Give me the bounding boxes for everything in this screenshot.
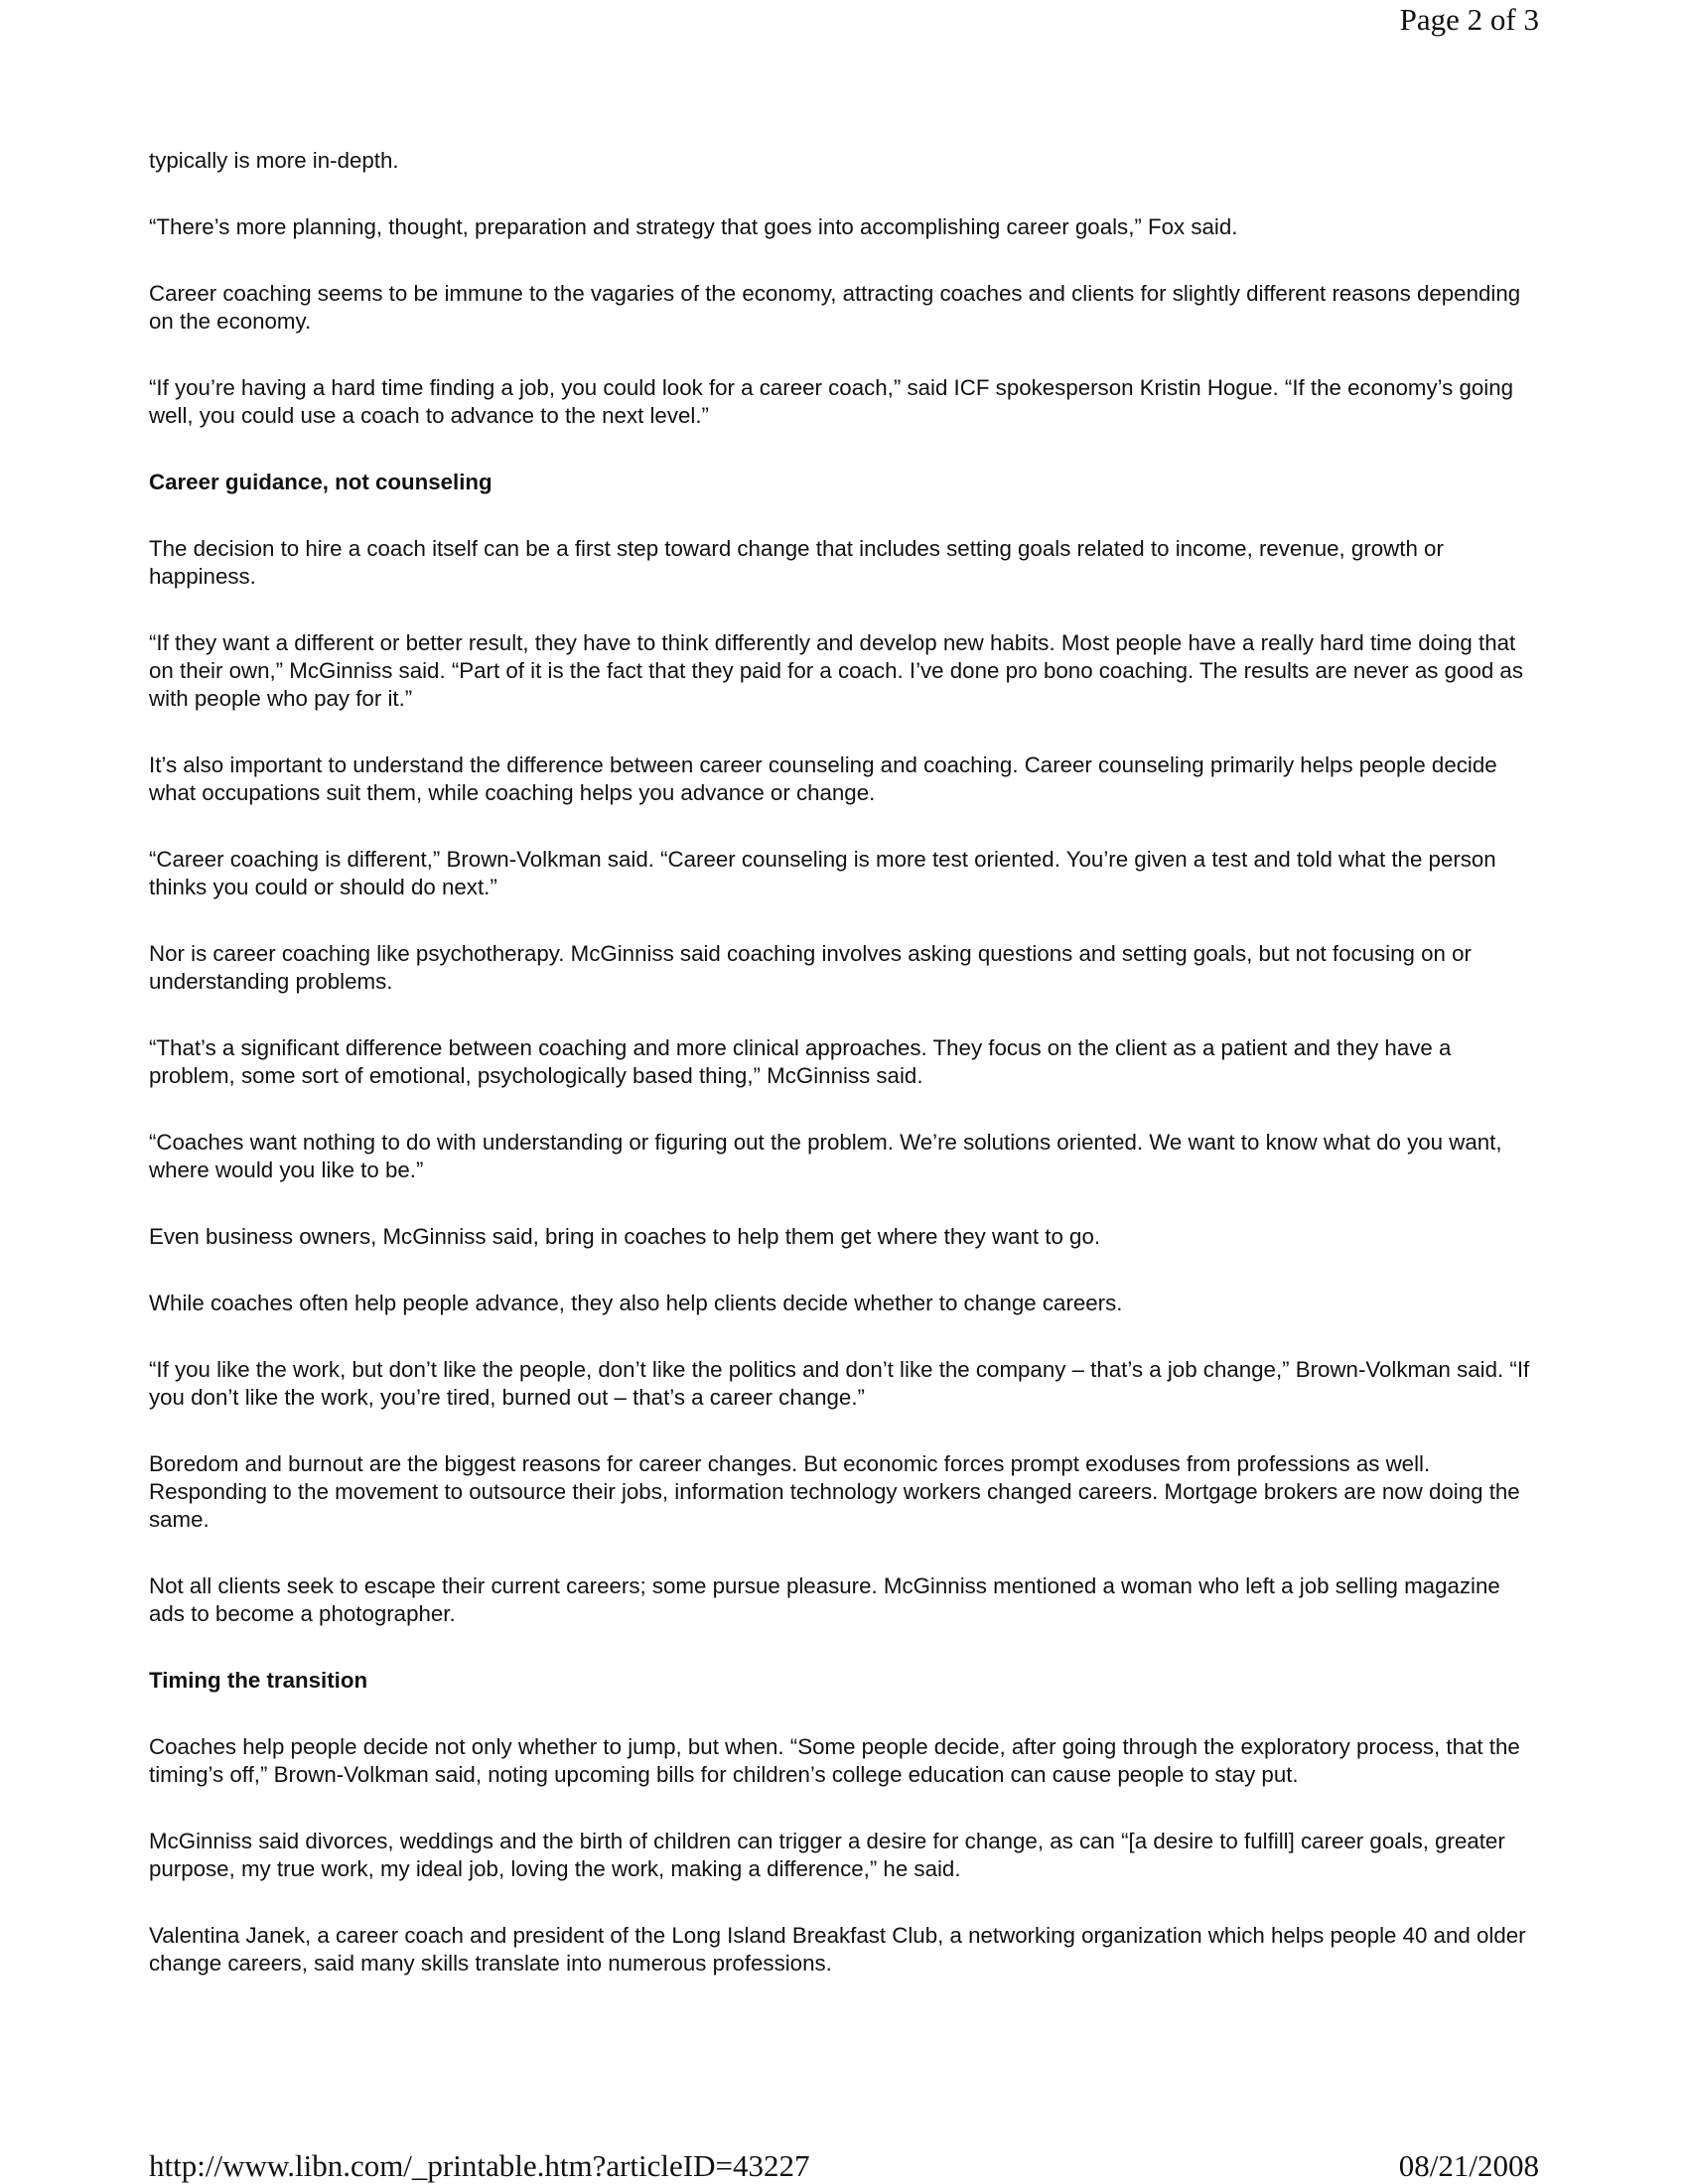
paragraph: typically is more in-depth. (149, 148, 399, 173)
paragraph: “That’s a significant difference between coaching and more clinical approaches. They focus on the client as a patient and they have a problem, some sort of emotional, psychologically based thing,” McGinniss said. (149, 1035, 1452, 1088)
paragraph: It’s also important to understand the difference between career counseling and coaching. Career counseling primarily helps people decide what occupations suit them, while coaching helps you advance or change. (149, 752, 1497, 805)
paragraph: “Career coaching is different,” Brown-Volkman said. “Career counseling is more test oriented. You’re given a test and told what the person thinks you could or should do next.” (149, 847, 1496, 899)
paragraph: Even business owners, McGinniss said, bring in coaches to help them get where they want to go. (149, 1224, 1101, 1249)
paragraph: Career coaching seems to be immune to the vagaries of the economy, attracting coaches and clients for slightly different reasons depending on the economy. (149, 281, 1521, 334)
page-number: Page 2 of 3 (1399, 2, 1539, 37)
paragraph: Boredom and burnout are the biggest reasons for career changes. But economic forces prompt exoduses from professions as well. Responding to the movement to outsource their jobs, information technology workers changed careers. Mortgage brokers are now doing the same. (149, 1451, 1520, 1532)
paragraph: “There’s more planning, thought, preparation and strategy that goes into accomplishing career goals,” Fox said. (149, 214, 1238, 239)
paragraph: Valentina Janek, a career coach and president of the Long Island Breakfast Club, a networking organization which helps people 40 and older change careers, said many skills translate into numerous professions. (149, 1923, 1526, 1976)
paragraph: Coaches help people decide not only whether to jump, but when. “Some people decide, after going through the exploratory process, that the timing’s off,” Brown-Volkman said, noting upcoming bills for children’s college education can cause people to stay put. (149, 1734, 1520, 1787)
section-heading: Career guidance, not counseling (149, 470, 492, 494)
paragraph: The decision to hire a coach itself can be a first step toward change that includes setting goals related to income, revenue, growth or happiness. (149, 536, 1444, 589)
paragraph: Not all clients seek to escape their current careers; some pursue pleasure. McGinniss mentioned a woman who left a job selling magazine ads to become a photographer. (149, 1573, 1500, 1626)
paragraph: “If you’re having a hard time finding a job, you could look for a career coach,” said ICF spokesperson Kristin Hogue. “If the economy’s going well, you could use a coach to advance to the next level.” (149, 375, 1514, 428)
paragraph: “If they want a different or better result, they have to think differently and develop new habits. Most people have a really hard time doing that on their own,” McGinniss said. “Part of it is the fact that they paid for a coach. I’ve done pro bono coaching. The results are never as good as with people who pay for it.” (149, 630, 1523, 711)
paragraph: McGinniss said divorces, weddings and the birth of children can trigger a desire for change, as can “[a desire to fulfill] career goals, greater purpose, my true work, my ideal job, loving the work, making a difference,” he said. (149, 1829, 1505, 1881)
footer-url: http://www.libn.com/_printable.htm?articleID=43227 (149, 2148, 810, 2183)
section-heading: Timing the transition (149, 1668, 368, 1693)
paragraph: “If you like the work, but don’t like the people, don’t like the politics and don’t like the company – that’s a job change,” Brown-Volkman said. “If you don’t like the work, you’re tired, burned out – that’s a career change.” (149, 1357, 1530, 1410)
paragraph: “Coaches want nothing to do with understanding or figuring out the problem. We’re solutions oriented. We want to know what do you want, where would you like to be.” (149, 1130, 1502, 1182)
paragraph: Nor is career coaching like psychotherapy. McGinniss said coaching involves asking questions and setting goals, but not focusing on or understanding problems. (149, 941, 1472, 994)
paragraph: While coaches often help people advance, they also help clients decide whether to change careers. (149, 1291, 1123, 1315)
article-body (149, 147, 1539, 2016)
footer-date: 08/21/2008 (1398, 2148, 1539, 2183)
